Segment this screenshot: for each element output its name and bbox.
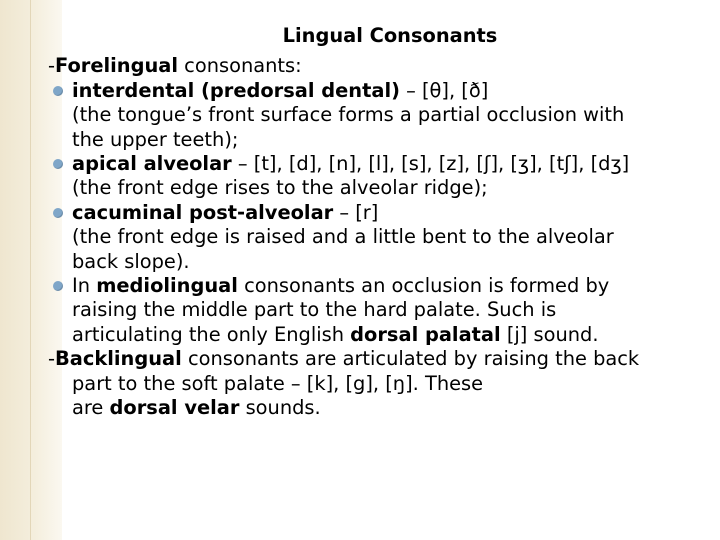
term-backlingual: Backlingual: [55, 347, 182, 371]
backlingual-line: part to the soft palate – [k], [g], [ŋ]. These: [72, 371, 484, 395]
text-post: [j] sound.: [500, 322, 599, 346]
bullet-desc-line: (the front edge rises to the alveolar ridge);: [72, 176, 488, 200]
text-rest: consonants an occlusion is formed by: [237, 274, 610, 298]
text-in: In: [72, 274, 97, 298]
bullet-icon: [53, 86, 63, 96]
sounds-interdental: – [θ], [ð]: [399, 78, 489, 102]
dash: -: [48, 54, 55, 78]
bullet-icon: [53, 208, 63, 218]
term-dorsal-velar: dorsal velar: [109, 396, 240, 420]
bullet-desc-line: the upper teeth);: [72, 127, 239, 151]
bullet-mediolingual: [48, 274, 712, 347]
bullet-desc-line: raising the middle part to the hard palate. Such is: [72, 298, 557, 322]
dash: -: [48, 347, 55, 371]
sounds-apical: – [t], [d], [n], [l], [s], [z], [ʃ], [ʒ], [tʃ], [dʒ]: [231, 152, 630, 176]
heading-rest: consonants:: [178, 54, 302, 78]
bullet-icon: [53, 281, 63, 291]
text-post: sounds.: [239, 396, 321, 420]
text-rest: consonants are articulated by raising the back: [181, 347, 640, 371]
text-pre: are: [72, 396, 110, 420]
bullet-apical: [48, 152, 712, 201]
bullet-cacuminal: [48, 201, 712, 274]
term-apical: apical alveolar: [72, 152, 232, 176]
bullet-desc-line: [72, 323, 712, 347]
bullet-desc-line: (the tongue’s front surface forms a partial occlusion with: [72, 103, 625, 127]
term-dorsal-palatal: dorsal palatal: [350, 322, 501, 346]
sounds-cacuminal: – [r]: [333, 200, 379, 224]
term-mediolingual: mediolingual: [96, 274, 238, 298]
term-interdental: interdental (predorsal dental): [72, 78, 400, 102]
bullet-interdental: [48, 79, 712, 152]
slide-content: [48, 24, 712, 421]
bullet-desc-line: (the front edge is raised and a little bent to the alveolar: [72, 225, 614, 249]
term-forelingual: Forelingual: [55, 54, 179, 78]
forelingual-heading: [48, 54, 712, 78]
bullet-icon: [53, 159, 63, 169]
backlingual-line: [48, 396, 712, 420]
text-pre: articulating the only English: [72, 322, 351, 346]
term-cacuminal: cacuminal post-alveolar: [72, 200, 334, 224]
bullet-desc-line: back slope).: [72, 249, 190, 273]
slide-title: Lingual Consonants: [282, 24, 498, 47]
backlingual-section: [48, 347, 712, 420]
